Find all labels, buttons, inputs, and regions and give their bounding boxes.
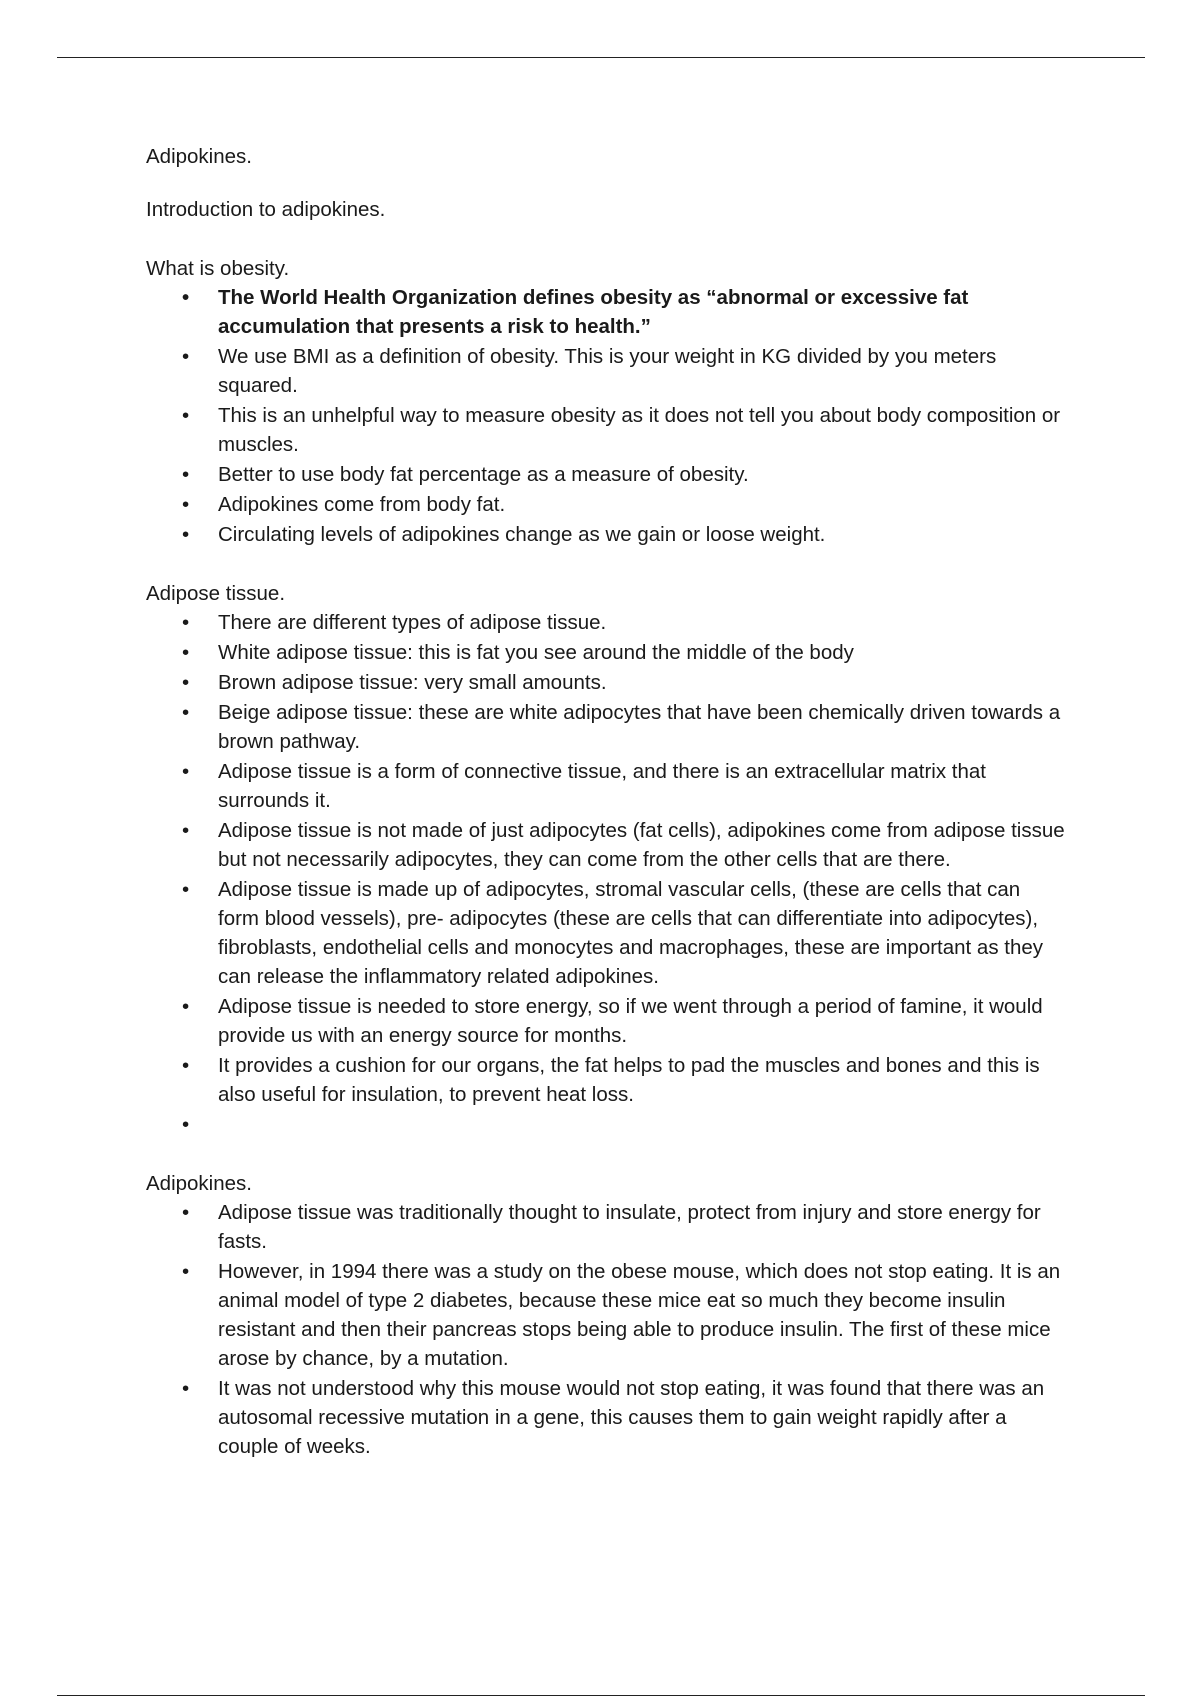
section-heading-adipokines: Adipokines. xyxy=(146,1172,252,1195)
list-item: • It was not understood why this mouse would not stop eating, it was found that there was an autosomal recessive mutation in a gene, this causes them to gain weight rapidly after a couple of weeks. xyxy=(218,1374,1066,1461)
list-item: • Adipose tissue is needed to store energy, so if we went through a period of famine, it would provide us with an energy source for months. xyxy=(218,992,1066,1050)
list-item: • It provides a cushion for our organs, the fat helps to pad the muscles and bones and this is also useful for insulation, to prevent heat loss. xyxy=(218,1051,1066,1109)
obesity-bullet-list xyxy=(146,283,1066,549)
document-body xyxy=(146,142,1066,1462)
adipose-tissue-bullet-list xyxy=(146,608,1066,1139)
list-item: • Beige adipose tissue: these are white adipocytes that have been chemically driven towards a brown pathway. xyxy=(218,698,1066,756)
list-item: • Adipose tissue was traditionally thought to insulate, protect from injury and store energy for fasts. xyxy=(218,1198,1066,1256)
section-heading-adipose-tissue: Adipose tissue. xyxy=(146,582,286,605)
adipokines-bullet-list xyxy=(146,1198,1066,1461)
header-rule xyxy=(57,57,1145,58)
list-item: • However, in 1994 there was a study on the obese mouse, which does not stop eating. It is an animal model of type 2 diabetes, because these mice eat so much they become insulin resistant and then their pancreas stops being able to produce insulin. The first of these mice arose by chance, by a mutation. xyxy=(218,1257,1066,1373)
list-item: • Adipose tissue is made up of adipocytes, stromal vascular cells, (these are cells that can form blood vessels), pre- adipocytes (these are cells that can differentiate into adipocytes), fibroblasts, endothelial cells and monocytes and macrophages, these are important as they can release the inflammatory related adipokines. xyxy=(218,875,1066,991)
section-heading-obesity: What is obesity. xyxy=(146,257,290,280)
list-item: • Adipokines come from body fat. xyxy=(218,490,1066,519)
footer-rule xyxy=(57,1695,1145,1696)
list-item: • White adipose tissue: this is fat you see around the middle of the body xyxy=(218,638,1066,667)
list-item: • This is an unhelpful way to measure obesity as it does not tell you about body composition or muscles. xyxy=(218,401,1066,459)
list-item: • Adipose tissue is not made of just adipocytes (fat cells), adipokines come from adipose tissue but not necessarily adipocytes, they can come from the other cells that are there. xyxy=(218,816,1066,874)
list-item: • Adipose tissue is a form of connective tissue, and there is an extracellular matrix that surrounds it. xyxy=(218,757,1066,815)
intro-line: Introduction to adipokines. xyxy=(146,198,386,221)
list-item: • The World Health Organization defines obesity as “abnormal or excessive fat accumulation that presents a risk to health.” xyxy=(218,283,1066,341)
empty-list-item xyxy=(218,1110,1066,1139)
list-item: • Circulating levels of adipokines change as we gain or loose weight. xyxy=(218,520,1066,549)
list-item: • We use BMI as a definition of obesity. This is your weight in KG divided by you meters squared. xyxy=(218,342,1066,400)
document-title: Adipokines. xyxy=(146,145,252,168)
list-item: • Better to use body fat percentage as a measure of obesity. xyxy=(218,460,1066,489)
list-item: • There are different types of adipose tissue. xyxy=(218,608,1066,637)
list-item: • Brown adipose tissue: very small amounts. xyxy=(218,668,1066,697)
